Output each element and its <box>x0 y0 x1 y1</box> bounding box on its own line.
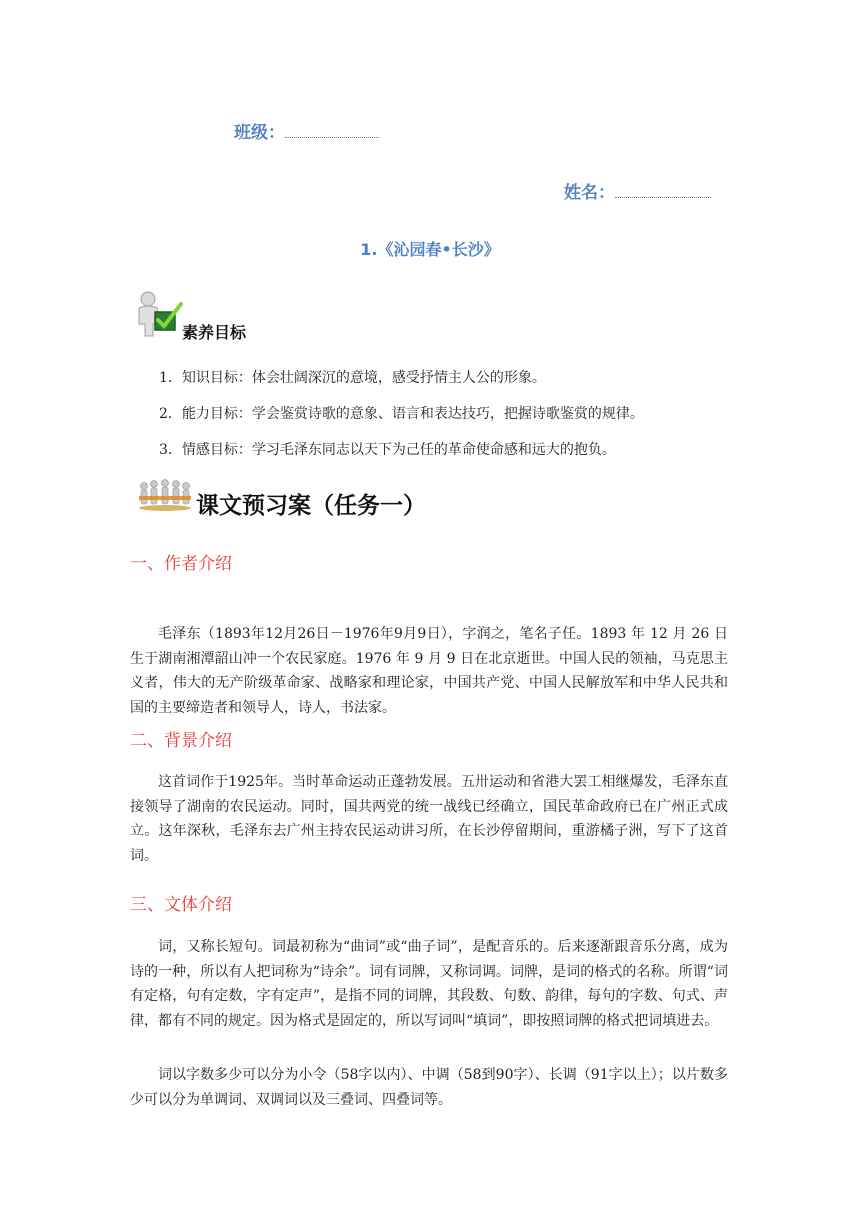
class-field <box>234 118 379 143</box>
section-background-paragraph: 这首词作于1925年。当时革命运动正蓬勃发展。五卅运动和省港大罢工相继爆发，毛泽东直接领导了湖南的农民运动。同时，国共两党的统一战线已经确立，国民革命政府已在广州正式成立。这年深秋，毛泽东去广州主持农民运动讲习所，在长沙停留期间，重游橘子洲，写下了这首词。 <box>130 774 728 864</box>
goal-item-knowledge: 1．知识目标：体会壮阔深沉的意境，感受抒情主人公的形象。 <box>159 370 546 386</box>
class-blank[interactable] <box>285 123 379 138</box>
section-author-heading: 一、作者介绍 <box>130 554 232 574</box>
name-field <box>564 178 711 203</box>
section-genre-paragraph-2: 词以字数多少可以分为小令（58字以内）、中调（58到90字）、长调（91字以上）；以片数多少可以分为单调词、双调词以及三叠词、四叠词等。 <box>130 1067 728 1108</box>
checkmark-figure-icon <box>131 290 185 338</box>
goal-item-ability: 2．能力目标：学会鉴赏诗歌的意象、语言和表达技巧，把握诗歌鉴赏的规律。 <box>159 406 644 422</box>
name-label: 姓名： <box>564 183 615 203</box>
section-genre-paragraph-1: 词，又称长短句。词最初称为“曲词”或“曲子词”，是配音乐的。后来逐渐跟音乐分离，成为诗的一种，所以有人把词称为“诗余”。词有词牌，又称词调。词牌，是词的格式的名称。所谓“词有定格，句有定数，字有定声”，是指不同的词牌，其段数、句数、韵律，每句的字数、句式、声律，都有不同的规定。因为格式是固定的，所以写词叫“填词”，即按照词牌的格式把词填进去。 <box>130 939 728 1029</box>
class-label: 班级： <box>234 123 285 143</box>
goal-item-emotion: 3．情感目标：学习毛泽东同志以天下为己任的革命使命感和远大的抱负。 <box>159 442 616 458</box>
group-people-icon <box>137 478 193 512</box>
section-author-paragraph: 毛泽东（1893年12月26日－1976年9月9日），字润之，笔名子任。1893 年 12 月 26 日生于湖南湘潭韶山冲一个农民家庭。1976 年 9 月 9 日在北京逝世。中国人民的领袖，马克思主义者，伟大的无产阶级革命家、战略家和理论家，中国共产党、中国人民解放军和中华人民共和国的主要缔造者和领导人，诗人，书法家。 <box>130 626 728 716</box>
name-blank[interactable] <box>615 183 711 198</box>
page-title: 1.《沁园春•长沙》 <box>360 240 500 259</box>
section-background-heading: 二、背景介绍 <box>130 731 232 751</box>
goals-heading: 素养目标 <box>182 323 247 342</box>
section-genre-heading: 三、文体介绍 <box>130 895 232 915</box>
preview-heading: 课文预习案（任务一） <box>196 493 426 519</box>
